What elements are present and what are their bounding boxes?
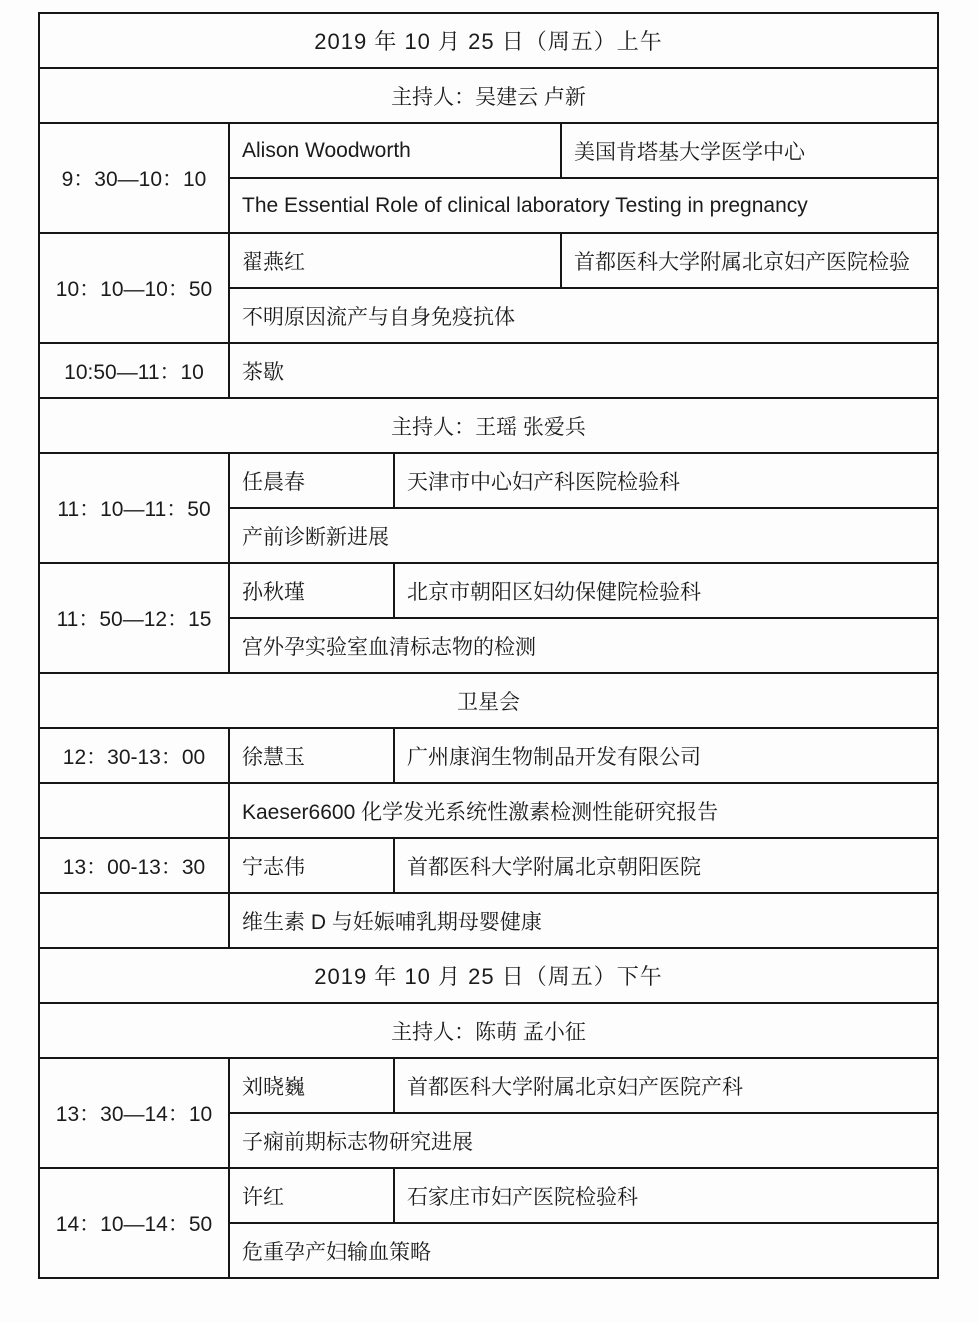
- table-row: [39, 343, 938, 398]
- table-row: [39, 13, 938, 68]
- talk-title-cell: 维生素 D 与妊娠哺乳期母婴健康: [229, 893, 938, 948]
- table-row: [39, 948, 938, 1003]
- talk-title-cell: The Essential Role of clinical laboratory Testing in pregnancy: [229, 178, 938, 233]
- affiliation-cell: 天津市中心妇产科医院检验科: [394, 453, 938, 508]
- talk-title-cell: 危重孕产妇输血策略: [229, 1223, 938, 1278]
- moderators-pm: 主持人：陈萌 孟小征: [39, 1003, 938, 1058]
- speaker-cell: 翟燕红: [229, 233, 561, 288]
- conference-schedule-table: [38, 12, 939, 1279]
- table-row: [39, 783, 938, 838]
- affiliation-cell: 首都医科大学附属北京朝阳医院: [394, 838, 938, 893]
- speaker-cell: 许红: [229, 1168, 394, 1223]
- break-cell: 茶歇: [229, 343, 938, 398]
- affiliation-cell: 首都医科大学附属北京妇产医院检验: [561, 233, 938, 288]
- time-cell: 11：10—11：50: [39, 453, 229, 563]
- affiliation-cell: 美国肯塔基大学医学中心: [561, 123, 938, 178]
- table-row: [39, 563, 938, 618]
- time-cell: 11：50—12：15: [39, 563, 229, 673]
- table-row: [39, 123, 938, 178]
- time-cell: 10：10—10：50: [39, 233, 229, 343]
- speaker-cell: 孙秋瑾: [229, 563, 394, 618]
- speaker-cell: 刘晓巍: [229, 1058, 394, 1113]
- talk-title-cell: 产前诊断新进展: [229, 508, 938, 563]
- table-row: [39, 728, 938, 783]
- session-header-pm: 2019 年 10 月 25 日（周五）下午: [39, 948, 938, 1003]
- speaker-cell: 徐慧玉: [229, 728, 394, 783]
- table-row: [39, 838, 938, 893]
- affiliation-cell: 石家庄市妇产医院检验科: [394, 1168, 938, 1223]
- table-row: [39, 1003, 938, 1058]
- talk-title-cell: 子痫前期标志物研究进展: [229, 1113, 938, 1168]
- time-cell-empty: [39, 893, 229, 948]
- time-cell: 10:50—11：10: [39, 343, 229, 398]
- talk-title-cell: Kaeser6600 化学发光系统性激素检测性能研究报告: [229, 783, 938, 838]
- time-cell: 12：30-13：00: [39, 728, 229, 783]
- affiliation-cell: 广州康润生物制品开发有限公司: [394, 728, 938, 783]
- moderators-am-1: 主持人：吴建云 卢新: [39, 68, 938, 123]
- table-row: [39, 398, 938, 453]
- table-row: [39, 673, 938, 728]
- speaker-cell: 宁志伟: [229, 838, 394, 893]
- time-cell-empty: [39, 783, 229, 838]
- time-cell: 9：30—10：10: [39, 123, 229, 233]
- time-cell: 14：10—14：50: [39, 1168, 229, 1278]
- table-row: [39, 233, 938, 288]
- speaker-cell: 任晨春: [229, 453, 394, 508]
- table-row: [39, 1058, 938, 1113]
- session-header-am: 2019 年 10 月 25 日（周五）上午: [39, 13, 938, 68]
- table-row: [39, 1168, 938, 1223]
- talk-title-cell: 宫外孕实验室血清标志物的检测: [229, 618, 938, 673]
- satellite-session-header: 卫星会: [39, 673, 938, 728]
- affiliation-cell: 北京市朝阳区妇幼保健院检验科: [394, 563, 938, 618]
- table-row: [39, 893, 938, 948]
- talk-title-cell: 不明原因流产与自身免疫抗体: [229, 288, 938, 343]
- table-row: [39, 453, 938, 508]
- moderators-am-2: 主持人：王瑶 张爱兵: [39, 398, 938, 453]
- speaker-cell: Alison Woodworth: [229, 123, 561, 178]
- time-cell: 13：00-13：30: [39, 838, 229, 893]
- table-row: [39, 68, 938, 123]
- time-cell: 13：30—14：10: [39, 1058, 229, 1168]
- affiliation-cell: 首都医科大学附属北京妇产医院产科: [394, 1058, 938, 1113]
